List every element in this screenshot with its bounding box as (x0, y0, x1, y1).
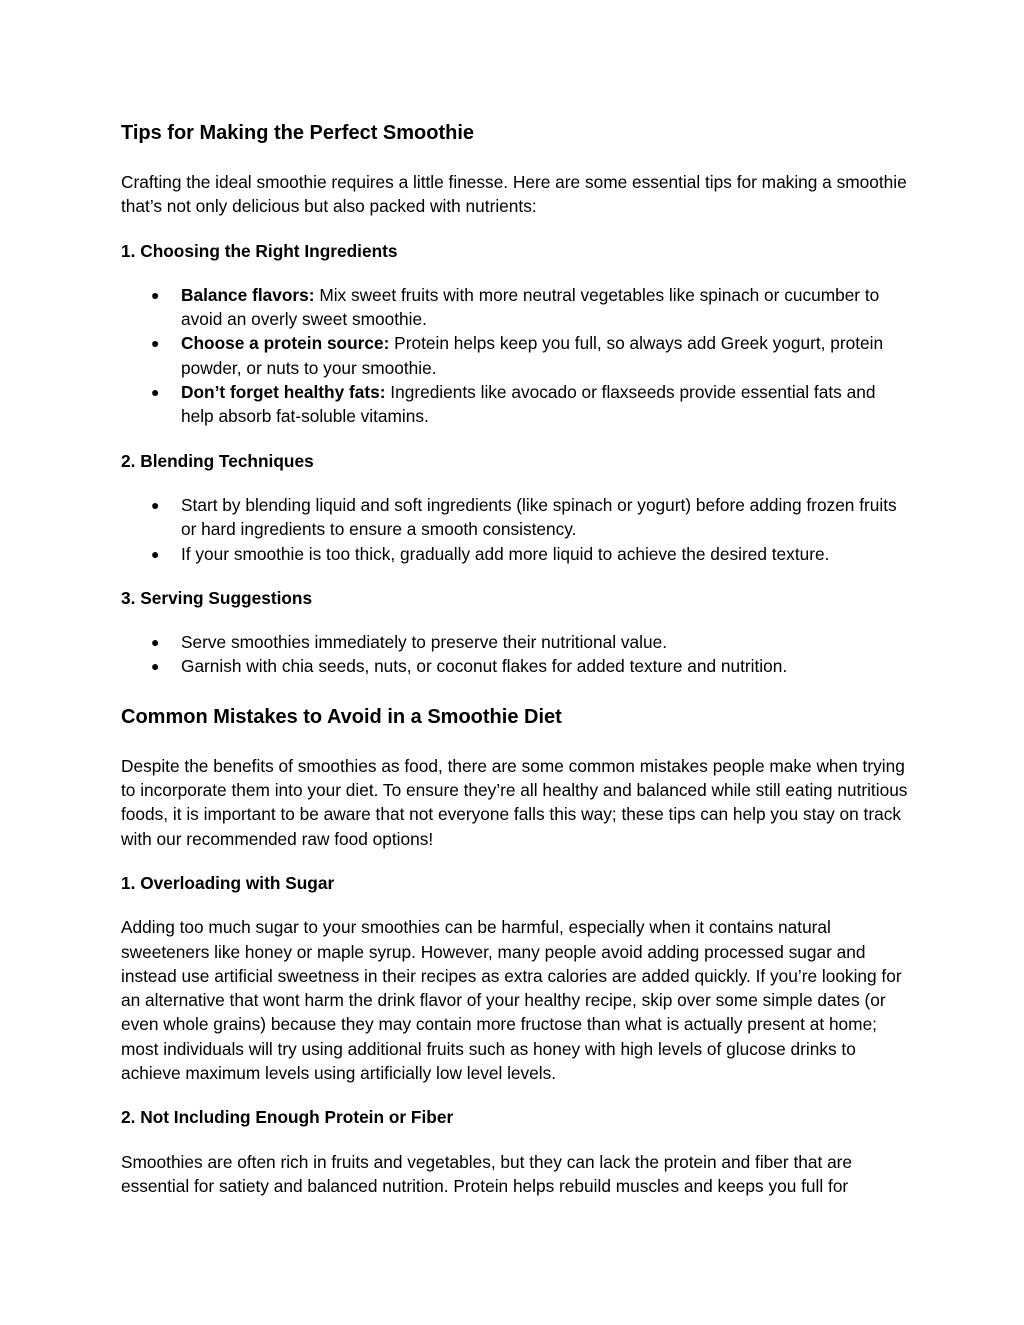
subheading-overloading-sugar: 1. Overloading with Sugar (121, 872, 335, 893)
list-item-text: Protein helps keep you full, so always add Greek yogurt, protein powder, or nuts to your smoothie. (181, 333, 884, 378)
list-item (121, 493, 911, 542)
mistakes-intro-paragraph: Despite the benefits of smoothies as food, there are some common mistakes people make when trying to incorporate them into your diet. To ensure they’re all healthy and balanced while still eating nutritious foods, it is important to be aware that not everyone falls this way; these tips can help you stay on track with our recommended raw food options! (121, 755, 908, 849)
list-item (121, 283, 911, 332)
list-item (121, 654, 911, 678)
list-item (121, 630, 911, 654)
list-item-text: Serve smoothies immediately to preserve their nutritional value. (181, 632, 668, 653)
bullet-icon: ● (151, 634, 160, 651)
list-item-text: Ingredients like avocado or flaxseeds provide essential fats and help absorb fat-soluble vitamins. (181, 382, 876, 427)
bullet-icon: ● (151, 286, 160, 303)
document-page (121, 117, 911, 1218)
protein-fiber-paragraph: Smoothies are often rich in fruits and vegetables, but they can lack the protein and fiber that are essential for satiety and balanced nutrition. Protein helps rebuild muscles and keeps you full for (121, 1151, 853, 1196)
section-title-mistakes: Common Mistakes to Avoid in a Smoothie Diet (121, 705, 562, 728)
list-item-text: Mix sweet fruits with more neutral vegetables like spinach or cucumber to avoid an overly sweet smoothie. (181, 284, 880, 330)
subheading-blending-techniques: 2. Blending Techniques (121, 450, 314, 471)
sugar-paragraph: Adding too much sugar to your smoothies can be harmful, especially when it contains natural sweeteners like honey or maple syrup. However, many people avoid adding processed sugar and instead use artificial sweetness in their recipes as extra calories are added quickly. If you’re looking for an alternative that wont harm the drink flavor of your healthy recipe, skip over some simple dates (or even whole grains) because they may contain more fructose than what is actually present at home; most individuals will try using additional fruits such as honey with high levels of glucose drinks to achieve maximum levels using artificially low level levels. (121, 917, 902, 1084)
section-title-tips: Tips for Making the Perfect Smoothie (121, 122, 475, 144)
subheading-serving-suggestions: 3. Serving Suggestions (121, 587, 313, 608)
list-item-text: If your smoothie is too thick, gradually add more liquid to achieve the desired texture. (181, 543, 830, 564)
ingredients-list (121, 283, 911, 429)
list-item (121, 380, 911, 429)
subheading-protein-fiber: 2. Not Including Enough Protein or Fiber (121, 1107, 454, 1128)
list-item (121, 542, 911, 566)
bullet-icon: ● (151, 496, 160, 513)
tips-intro-paragraph: Crafting the ideal smoothie requires a little finesse. Here are some essential tips for making a smoothie that’s not only delicious but also packed with nutrients: (121, 172, 907, 217)
bullet-icon: ● (151, 384, 160, 401)
list-item-text: Garnish with chia seeds, nuts, or coconut flakes for added texture and nutrition. (181, 656, 788, 677)
list-item-text: Start by blending liquid and soft ingredients (like spinach or yogurt) before adding frozen fruits or hard ingredients to ensure a smooth consistency. (181, 494, 897, 540)
list-item-lead: Don’t forget healthy fats: (181, 382, 386, 403)
subheading-choosing-ingredients: 1. Choosing the Right Ingredients (121, 240, 398, 261)
list-item-lead: Balance flavors: (181, 284, 315, 305)
blending-list (121, 493, 911, 566)
list-item (121, 331, 911, 380)
bullet-icon: ● (151, 335, 160, 352)
bullet-icon: ● (151, 658, 160, 675)
serving-list (121, 630, 911, 679)
bullet-icon: ● (151, 545, 160, 562)
list-item-lead: Choose a protein source: (181, 333, 390, 354)
